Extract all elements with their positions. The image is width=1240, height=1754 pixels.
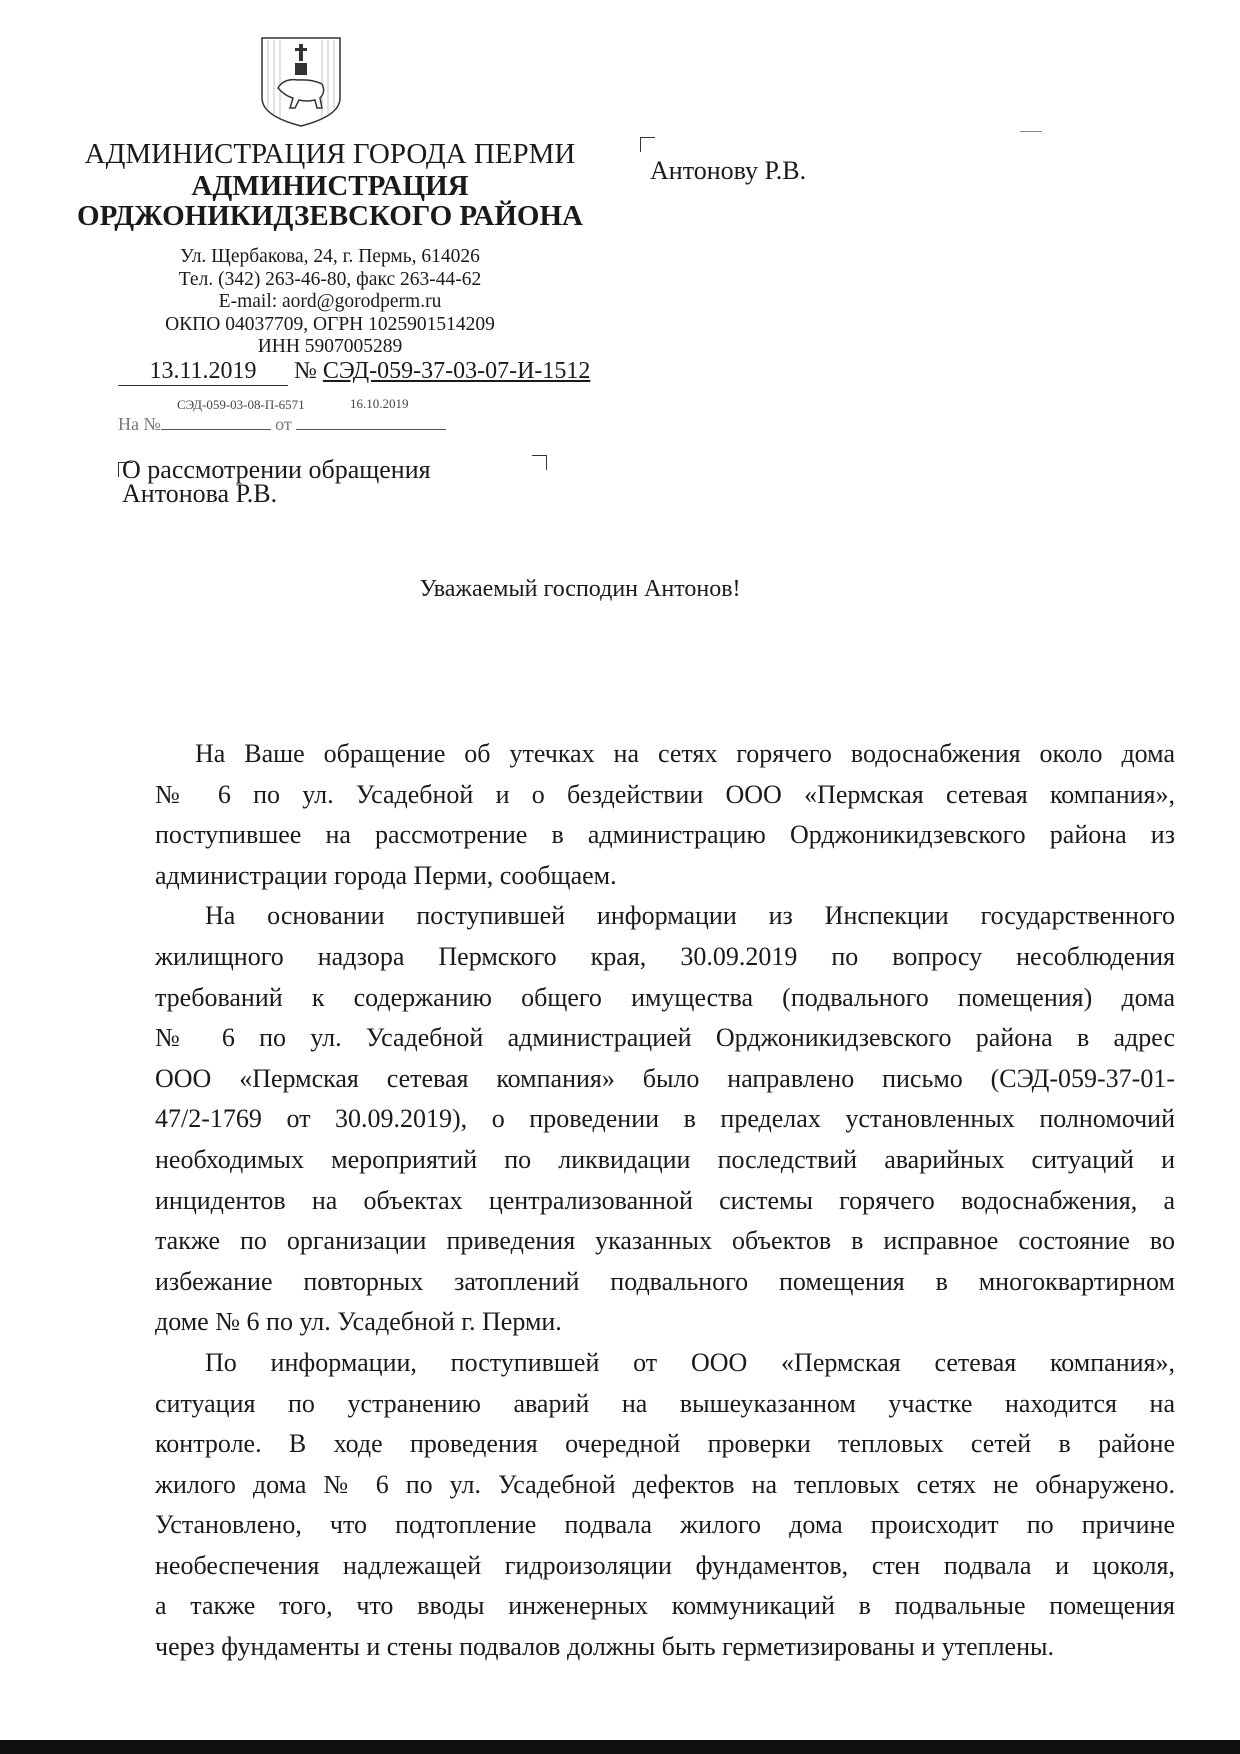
paragraph-line: необеспечения надлежащей гидроизоляции фундаментов, стен подвала и цоколя, [155, 1550, 1175, 1580]
org-address: Ул. Щербакова, 24, г. Пермь, 614026 [180, 246, 480, 267]
subject-line: Антонова Р.В. [122, 479, 278, 508]
paragraph [155, 896, 1175, 1343]
paragraph-line: через фундаменты и стены подвалов должны быть герметизированы и утеплены. [155, 1632, 1054, 1662]
paragraph [155, 1343, 1175, 1668]
scan-edge [0, 1740, 1240, 1754]
paragraph [155, 734, 1175, 896]
org-inn: ИНН 5907005289 [257, 336, 403, 357]
coat-of-arms-icon [258, 36, 344, 128]
incoming-date: 16.10.2019 [350, 396, 409, 411]
paragraph-line: На Ваше обращение об утечках на сетях горячего водоснабжения около дома [195, 739, 1175, 768]
paragraph-line: также по организации приведения указанных объектов в исправное состояние во [155, 1226, 1175, 1256]
paragraph-line: жилищного надзора Пермского края, 30.09.2019 по вопросу несоблюдения [155, 941, 1175, 971]
paragraph-line: необходимых мероприятий по ликвидации последствий аварийных ситуаций и [155, 1144, 1175, 1174]
org-district: ОРДЖОНИКИДЗЕВСКОГО РАЙОНА [77, 200, 583, 232]
paragraph-line: избежание повторных затоплений подвального помещения в многоквартирном [155, 1266, 1175, 1296]
subject-bracket-right [532, 455, 547, 470]
paragraph-line: № 6 по ул. Усадебной и о бездействии ООО «Пермская сетевая компания», [155, 779, 1175, 809]
subject-line: О рассмотрении обращения [122, 455, 431, 484]
paragraph-line: а также того, что вводы инженерных коммуникаций в подвальные помещения [155, 1591, 1175, 1621]
paragraph-line: 47/2-1769 от 30.09.2019), о проведении в пределах установленных полномочий [155, 1104, 1175, 1134]
org-contacts [60, 246, 600, 359]
org-city: АДМИНИСТРАЦИЯ ГОРОДА ПЕРМИ [84, 138, 576, 170]
paragraph-line: Установлено, что подтопление подвала жилого дома происходит по причине [155, 1510, 1175, 1540]
outgoing-date: 13.11.2019 [118, 358, 288, 386]
paragraph-line: поступившее на рассмотрение в администрацию Орджоникидзевского района из [155, 820, 1175, 850]
paragraph-line: На основании поступившей информации из Инспекции государственного [205, 901, 1175, 931]
paragraph-line: администрации города Перми, сообщаем. [155, 860, 617, 890]
incoming-ref [118, 414, 446, 435]
outgoing-ref [118, 358, 590, 386]
corner-mark [1020, 131, 1042, 132]
org-email: E-mail: aord@gorodperm.ru [218, 291, 442, 312]
paragraph-line: доме № 6 по ул. Усадебной г. Перми. [155, 1307, 562, 1337]
addressee-bracket [640, 137, 655, 152]
paragraph-line: По информации, поступившей от ООО «Пермская сетевая компания», [205, 1347, 1175, 1377]
org-phone: Тел. (342) 263-46-80, факс 263-44-62 [178, 268, 482, 290]
letter-body [155, 734, 1175, 1668]
paragraph-line: инцидентов на объектах централизованной системы горячего водоснабжения, а [155, 1185, 1175, 1215]
greeting: Уважаемый господин Антонов! [419, 576, 741, 602]
addressee: Антонову Р.В. [650, 156, 807, 185]
outgoing-number-prefix: № [294, 358, 317, 384]
org-codes: ОКПО 04037709, ОГРН 1025901514209 [165, 313, 495, 335]
subject [122, 455, 431, 508]
paragraph-line: ООО «Пермская сетевая компания» было направлено письмо (СЭД-059-37-01- [155, 1063, 1175, 1093]
outgoing-number: СЭД-059-37-03-07-И-1512 [322, 358, 591, 384]
incoming-from-label: от [275, 414, 292, 434]
incoming-no-label: На № [118, 414, 161, 434]
org-title: АДМИНИСТРАЦИЯ [191, 170, 469, 202]
paragraph-line: требований к содержанию общего имущества (подвального помещения) дома [155, 982, 1175, 1012]
paragraph-line: № 6 по ул. Усадебной администрацией Орджоникидзевского района в адрес [155, 1023, 1175, 1053]
paragraph-line: контроле. В ходе проведения очередной проверки тепловых сетей в районе [155, 1429, 1175, 1459]
incoming-number: СЭД-059-03-08-П-6571 [177, 397, 305, 412]
paragraph-line: ситуация по устранению аварий на вышеуказанном участке находится на [155, 1388, 1175, 1418]
paragraph-line: жилого дома № 6 по ул. Усадебной дефектов на тепловых сетях не обнаружено. [155, 1469, 1175, 1499]
